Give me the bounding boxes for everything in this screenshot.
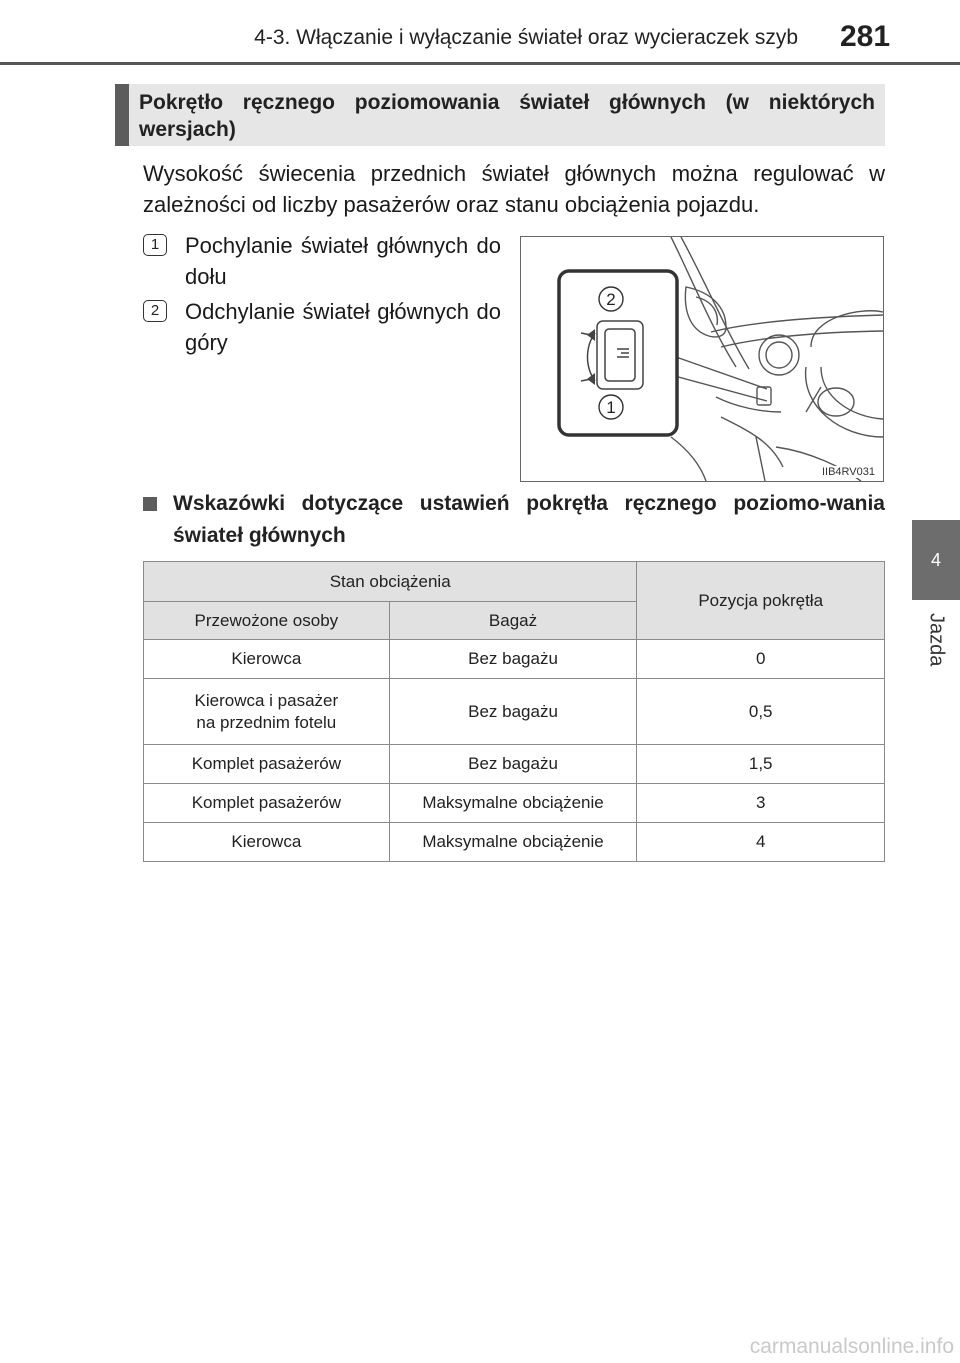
cell-occupants: Komplet pasażerów (144, 745, 390, 784)
table-row (144, 823, 885, 862)
table-row (144, 784, 885, 823)
bullet-square-icon (143, 497, 157, 511)
table-row (144, 679, 885, 745)
section-title: Pokrętło ręcznego poziomowania świateł głównych (w niektórych wersjach) (139, 91, 875, 141)
cell-luggage: Maksymalne obciążenie (389, 823, 637, 862)
cell-occupants (144, 679, 390, 745)
chapter-tab-label: Jazda (925, 613, 948, 667)
cell-occupants-line: na przednim fotelu (196, 712, 337, 732)
cell-position: 3 (637, 784, 885, 823)
callout-number-badge: 1 (143, 234, 167, 256)
load-position-table (143, 561, 885, 862)
cell-luggage: Bez bagażu (389, 745, 637, 784)
cell-occupants: Komplet pasażerów (144, 784, 390, 823)
callout-label-2: 2 (606, 290, 616, 309)
intro-paragraph: Wysokość świecenia przednich świateł głównych można regulować w zależności od liczby pasażerów oraz stanu obciążenia pojazdu. (143, 161, 885, 217)
cell-occupants: Kierowca (144, 640, 390, 679)
watermark: carmanualsonline.info (749, 1335, 954, 1358)
table-row (144, 640, 885, 679)
cell-luggage: Bez bagażu (389, 679, 637, 745)
headlight-leveling-dial-illustration (520, 236, 884, 482)
cell-position: 0,5 (637, 679, 885, 745)
table-header-load-state: Stan obciążenia (144, 562, 637, 602)
table-header-luggage: Bagaż (389, 602, 637, 640)
dashboard-illustration-svg (521, 237, 883, 481)
table-row (144, 745, 885, 784)
header-divider (0, 62, 960, 65)
cell-luggage: Bez bagażu (389, 640, 637, 679)
chapter-title: 4-3. Włączanie i wyłączanie świateł oraz wycieraczek szyb (254, 26, 798, 49)
chapter-tab[interactable] (912, 520, 960, 600)
table-header-row (144, 562, 885, 602)
table-header-dial-position: Pozycja pokrętła (637, 562, 885, 640)
list-item-text: Pochylanie świateł głównych do dołu (185, 233, 501, 289)
chapter-tab-number: 4 (930, 549, 941, 570)
callout-label-1: 1 (606, 398, 616, 417)
list-item-text: Odchylanie świateł głównych do góry (185, 299, 501, 355)
table-header-occupants: Przewożone osoby (144, 602, 390, 640)
cell-position: 0 (637, 640, 885, 679)
callout-number-badge: 2 (143, 300, 167, 322)
section-header-box (115, 84, 885, 146)
cell-occupants-line: Kierowca i pasażer (194, 690, 339, 710)
cell-occupants: Kierowca (144, 823, 390, 862)
cell-position: 4 (637, 823, 885, 862)
tips-heading-text: Wskazówki dotyczące ustawień pokrętła ręcznego poziomo-wania świateł głównych (173, 492, 885, 547)
figure-code: IIB4RV031 (821, 466, 875, 478)
page-number: 281 (840, 20, 891, 53)
cell-position: 1,5 (637, 745, 885, 784)
cell-luggage: Maksymalne obciążenie (389, 784, 637, 823)
